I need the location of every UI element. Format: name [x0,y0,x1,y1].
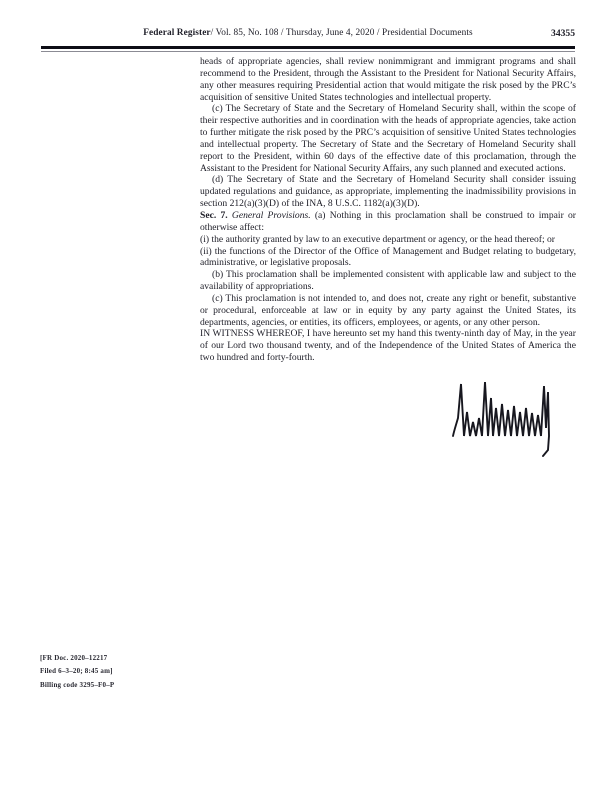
body-column [200,56,576,460]
signature-block [200,378,576,460]
paragraph-b-sec7: (b) This proclamation shall be implemented consistent with applicable law and subject to the availability of appropriations. [200,269,576,293]
header-rule-thin [41,51,575,53]
sec7-text: (a) Nothing in this proclamation shall be construed to impair or otherwise affect: [200,209,576,233]
journal-name: Federal Register [143,28,211,38]
paragraph-item-i: (i) the authority granted by law to an executive department or agency, or the head thereof; or [200,233,556,245]
header-rule [41,46,575,52]
paragraph-sec7 [200,210,576,234]
paragraph-witness: IN WITNESS WHEREOF, I have hereunto set my hand this twenty-ninth day of May, in the year of our Lord two thousand twenty, and of the Independence of the United States of America the two hundred and forty-fourth. [200,328,576,364]
fr-doc-number: [FR Doc. 2020–12217 [40,654,108,662]
paragraph-c-sec7: (c) This proclamation is not intended to, and does not, create any right or benefit, substantive or procedural, enforceable at law or in equity by any party against the United States, its departments, agencies, or entities, its officers, employees, or agents, or any other person. [200,292,576,328]
presidential-signature-icon [446,378,574,460]
paragraph-continuation: heads of appropriate agencies, shall review nonimmigrant and immigrant programs and shall recommend to the President, through the Assistant to the President for National Security Affairs, any other measures requiring Presidential action that would mitigate the risk posed by the PRC’s acquisition of sensitive United States technologies and intellectual property. [200,56,576,103]
page-number: 34355 [551,28,575,39]
page-header [41,28,575,43]
paragraph-d-sec6: (d) The Secretary of State and the Secretary of Homeland Security shall consider issuing updated regulations and guidance, as appropriate, implementing the inadmissibility provisions in section 212(a)(3)(D) of the INA, 8 U.S.C. 1182(a)(3)(D). [200,174,576,210]
page-footer [40,652,114,692]
sec7-label: Sec. 7. [200,209,228,221]
paragraph-item-ii: (ii) the functions of the Director of the Office of Management and Budget relating to budgetary, administrative, or legislative proposals. [200,245,576,269]
issue-info: / Vol. 85, No. 108 / Thursday, June 4, 2020 / Presidential Documents [210,28,473,38]
billing-code: Billing code 3295–F0–P [40,680,115,689]
sec7-title: General Provisions. [231,209,311,221]
header-rule-thick [41,46,575,49]
paragraph-c-sec6: (c) The Secretary of State and the Secretary of Homeland Security shall, within the scope of their respective authorities and in coordination with the heads of appropriate agencies, take action to further mitigate the risk posed by the PRC’s acquisition of sensitive United States technologies and intellectual property. The Secretary of State and the Secretary of Homeland Security shall report to the President, within 60 days of the effective date of this proclamation, through the Assistant to the President for National Security Affairs, any such planned and executed actions. [200,103,576,174]
filed-line: Filed 6–3–20; 8:45 am] [40,667,113,676]
header-title-line [41,28,575,38]
